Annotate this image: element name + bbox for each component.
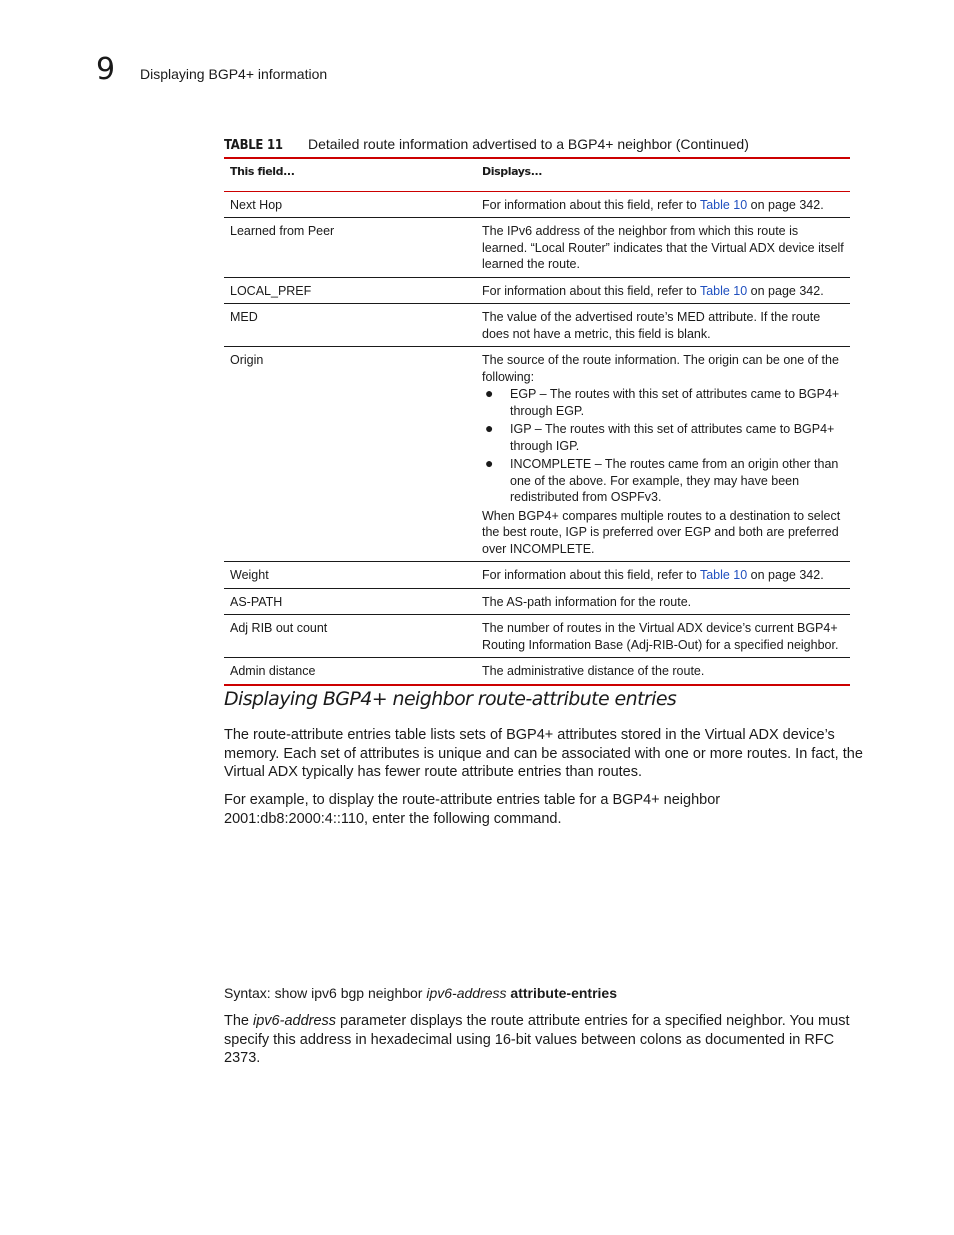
table-10-link[interactable]: Table 10 [699, 283, 748, 298]
table-row [224, 562, 850, 589]
syntax-param: ipv6-address [426, 985, 507, 1001]
syntax-keyword: attribute-entries [506, 985, 617, 1001]
description-text: For information about this field, refer to [482, 568, 700, 582]
field-description: The number of routes in the Virtual ADX device’s current BGP4+ Routing Information Base (Adj-RIB-Out) for a specified neighbor. [476, 615, 850, 658]
field-name: MED [224, 304, 476, 347]
field-description: The AS-path information for the route. [476, 588, 850, 615]
list-item-text: INCOMPLETE – The routes came from an origin other than one of the above. For example, they may have been redistributed from OSPFv3. [510, 457, 839, 504]
paragraph-text: parameter displays the route attribute entries for a specified neighbor. You must specify this address in hexadecimal using 16-bit values between colons as documented in RFC 2373. [224, 1013, 850, 1066]
list-item [482, 456, 844, 506]
table-row [224, 588, 850, 615]
syntax-label: Syntax: show ipv6 bgp neighbor [224, 985, 427, 1001]
route-info-table [224, 157, 850, 686]
column-header-field: This field... [224, 158, 476, 191]
table-row [224, 347, 850, 562]
chapter-number: 9 [96, 52, 116, 87]
table-row [224, 304, 850, 347]
table-label: TABLE 11 [224, 138, 283, 153]
description-text: on page 342. [747, 197, 824, 212]
table-row [224, 615, 850, 658]
table-10-link[interactable]: Table 10 [699, 568, 748, 582]
origin-list [482, 386, 844, 506]
description-text: on page 342. [747, 568, 824, 582]
field-name: Adj RIB out count [224, 615, 476, 658]
origin-outro: When BGP4+ compares multiple routes to a destination to select the best route, IGP is preferred over EGP and both are preferred over INCOMPLETE. [482, 508, 841, 556]
list-item [482, 386, 844, 419]
field-name: Weight [224, 562, 476, 589]
table-caption [224, 135, 850, 155]
field-name: LOCAL_PREF [224, 277, 476, 304]
table-row [224, 218, 850, 278]
field-description [476, 347, 850, 562]
description-text: on page 342. [747, 283, 824, 298]
field-name: Admin distance [224, 658, 476, 685]
list-item-text: EGP – The routes with this set of attributes came to BGP4+ through EGP. [510, 387, 840, 418]
field-description: The value of the advertised route’s MED attribute. If the route does not have a metric, this field is blank. [476, 304, 850, 347]
section-heading: Displaying BGP4+ neighbor route-attribute entries [224, 688, 677, 710]
list-item [482, 421, 844, 454]
origin-intro: The source of the route information. The origin can be one of the following: [482, 353, 839, 384]
field-name: AS-PATH [224, 588, 476, 615]
bullet-icon: ● [485, 455, 494, 471]
field-description: The IPv6 address of the neighbor from which this route is learned. “Local Router” indicates that the Virtual ADX device itself learned the route. [476, 218, 850, 278]
intro-paragraph: The route-attribute entries table lists sets of BGP4+ attributes stored in the Virtual ADX device’s memory. Each set of attributes is unique and can be associated with one or more routes. In fact, the Virtual ADX typically has fewer route attribute entries than routes. [224, 727, 863, 780]
table-header-row [224, 158, 850, 191]
table-row [224, 191, 850, 218]
field-description: The administrative distance of the route. [476, 658, 850, 685]
parameter-paragraph [224, 1012, 864, 1068]
table-row [224, 658, 850, 685]
field-name: Learned from Peer [224, 218, 476, 278]
example-paragraph: For example, to display the route-attribute entries table for a BGP4+ neighbor 2001:db8:2000:4::110, enter the following command. [224, 792, 721, 827]
field-name: Origin [224, 347, 476, 562]
field-description [476, 562, 850, 589]
description-text: For information about this field, refer to [482, 283, 700, 298]
parameter-name: ipv6-address [253, 1013, 337, 1029]
field-name: Next Hop [224, 191, 476, 218]
table-title: Detailed route information advertised to a BGP4+ neighbor (Continued) [308, 136, 749, 152]
table-row [224, 277, 850, 304]
bullet-icon: ● [485, 420, 494, 436]
list-item-text: IGP – The routes with this set of attributes came to BGP4+ through IGP. [510, 422, 835, 453]
syntax-line [224, 984, 864, 1002]
chapter-title: Displaying BGP4+ information [140, 66, 328, 82]
table-10-link[interactable]: Table 10 [699, 197, 748, 212]
column-header-displays: Displays... [476, 158, 850, 191]
bullet-icon: ● [485, 385, 494, 401]
field-description [476, 277, 850, 304]
field-description [476, 191, 850, 218]
description-text: For information about this field, refer to [482, 197, 700, 212]
paragraph-text: The [224, 1013, 254, 1029]
